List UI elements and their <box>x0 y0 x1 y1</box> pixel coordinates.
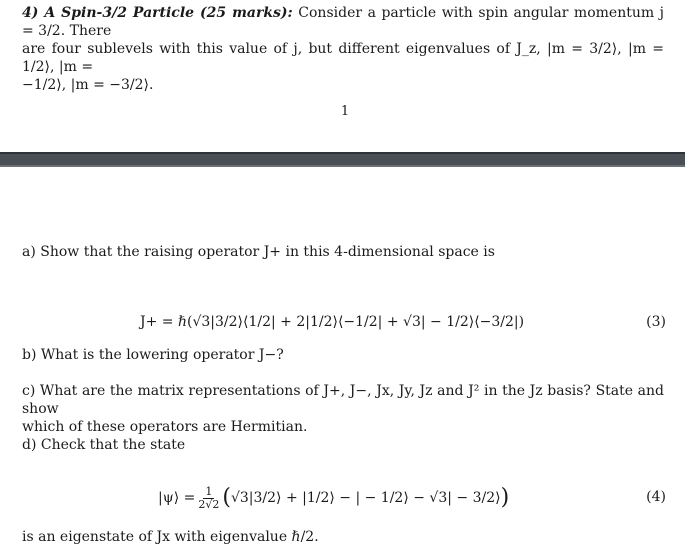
part-c-text <box>22 382 664 436</box>
equation-4-frac-num: 1 <box>205 484 213 498</box>
part-a-text: a) Show that the raising operator J+ in this 4-dimensional space is <box>22 244 495 260</box>
problem-statement <box>22 4 664 94</box>
page-top <box>0 0 685 152</box>
left-paren: ( <box>222 485 231 510</box>
page-number: 1 <box>340 104 350 119</box>
equation-3-body: J+ = ℏ(√3|3/2⟩⟨1/2| + 2|1/2⟩⟨−1/2| + √3| − 1/2⟩⟨−3/2|) <box>140 314 525 330</box>
equation-3-number: (3) <box>646 314 666 330</box>
part-c-line-1: c) What are the matrix representations of J+, J−, Jx, Jy, Jz and J² in the Jz basis? State and show <box>22 383 664 417</box>
problem-text-line-2: are four sublevels with this value of j, but different eigenvalues of J_z, |m = 3/2⟩, |m = 1/2⟩, |m = <box>22 41 664 75</box>
part-d-conclusion: is an eigenstate of Jx with eigenvalue ℏ/2. <box>22 529 319 545</box>
problem-text-line-1: Consider a particle with spin angular momentum j = 3/2. There <box>22 5 665 39</box>
right-paren: ) <box>500 485 510 510</box>
page-separator <box>0 152 685 167</box>
equation-4-body: √3|3/2⟩ + |1/2⟩ − | − 1/2⟩ − √3| − 3/2⟩ <box>230 490 501 506</box>
equation-4-fraction <box>198 486 219 511</box>
equation-4 <box>158 483 558 513</box>
equation-4-number: (4) <box>646 489 666 505</box>
part-c-line-2: which of these operators are Hermitian. <box>22 419 308 435</box>
equation-3 <box>140 309 540 335</box>
part-d-text: d) Check that the state <box>22 437 186 453</box>
problem-heading: 4) A Spin-3/2 Particle (25 marks): <box>22 5 293 21</box>
problem-line-1 <box>22 4 664 40</box>
equation-4-lhs: |ψ⟩ = <box>158 490 196 506</box>
problem-text-line-3: −1/2⟩, |m = −3/2⟩. <box>22 77 154 93</box>
equation-4-frac-den: 2√2 <box>198 497 220 511</box>
part-b-text: b) What is the lowering operator J−? <box>22 347 284 363</box>
page-bottom <box>0 167 685 552</box>
